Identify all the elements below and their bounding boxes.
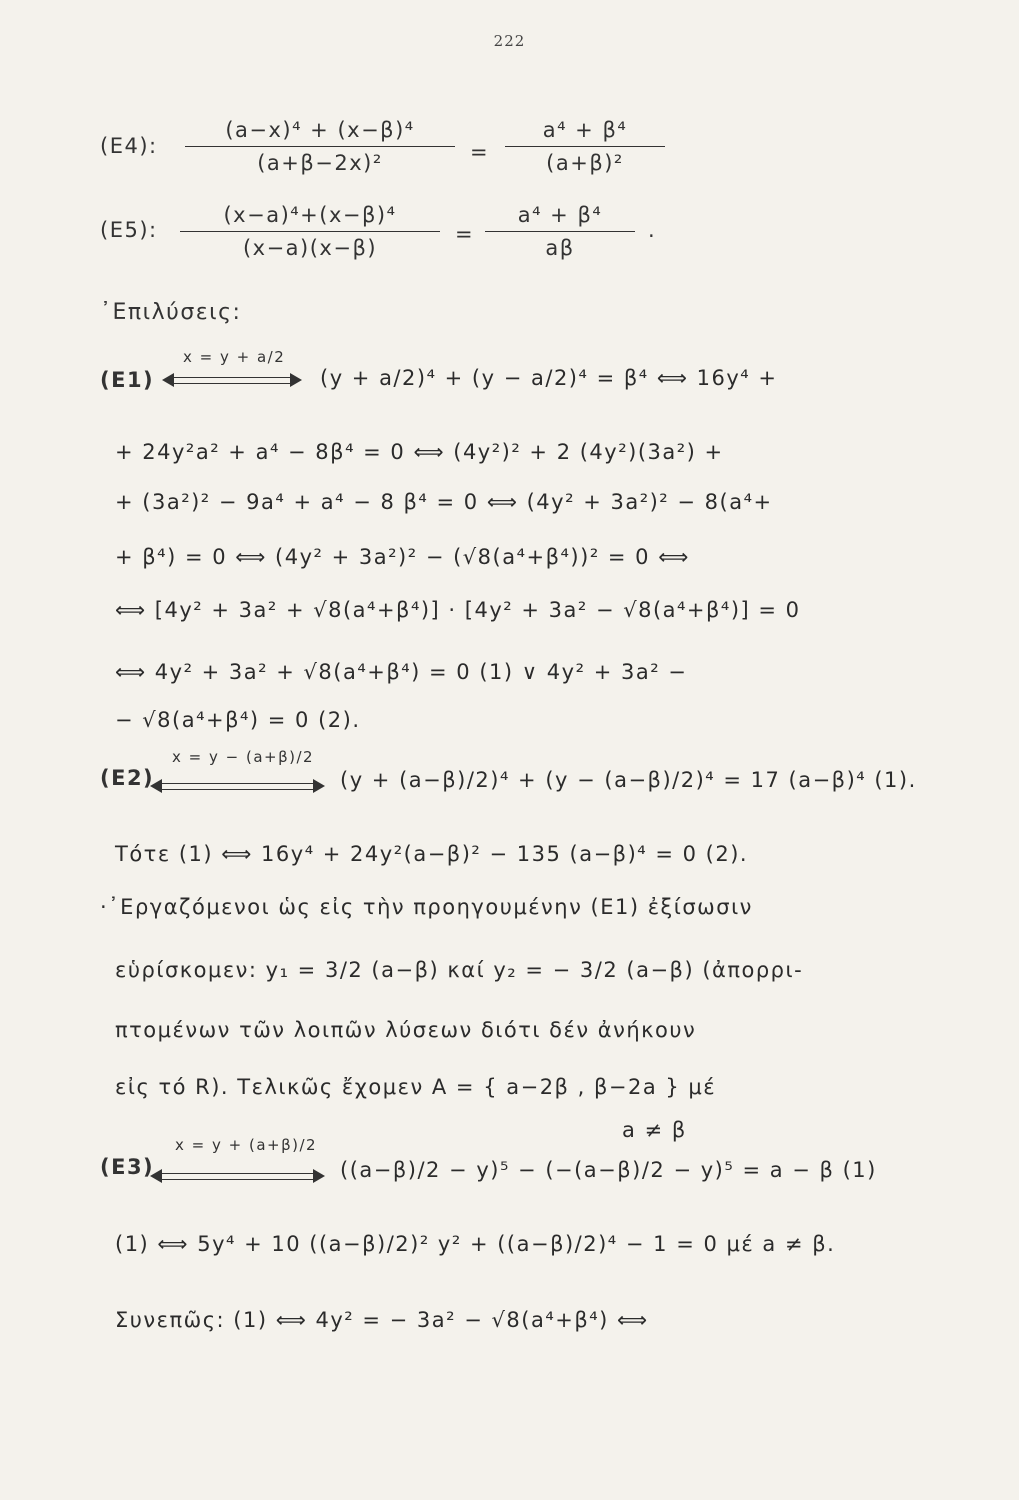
e3-label: (E3): [100, 1155, 155, 1179]
e2-line-2: Τότε (1) ⟺ 16y⁴ + 24y²(a−β)² − 135 (a−β)⁴ = 0 (2).: [115, 842, 749, 866]
e1-line-2: + 24y²a² + a⁴ − 8β⁴ = 0 ⟺ (4y²)² + 2 (4y²)(3a²) +: [115, 440, 724, 464]
e1-label: (E1): [100, 368, 155, 392]
solutions-heading: ᾿Επιλύσεις:: [100, 300, 242, 325]
e2-equivalence-arrow: [150, 780, 325, 794]
e2-line-7: a ≠ β: [622, 1118, 687, 1142]
e5-lhs-fraction: [180, 203, 440, 260]
e4-label: (E4):: [100, 134, 158, 158]
e1-line-3: + (3a²)² − 9a⁴ + a⁴ − 8 β⁴ = 0 ⟺ (4y² + 3a²)² − 8(a⁴+: [115, 490, 773, 514]
e2-line-6: εἰς τό R). Τελικῶς ἔχομεν A = { a−2β , β−2a } μέ: [115, 1075, 717, 1099]
e5-equals: =: [455, 222, 475, 246]
e4-equals: =: [470, 140, 490, 164]
e5-rhs-fraction: [485, 203, 635, 260]
fraction-bar: [180, 231, 440, 232]
e1-substitution: x = y + a/2: [183, 348, 286, 366]
fraction-bar: [505, 146, 665, 147]
e2-line-1: (y + (a−β)/2)⁴ + (y − (a−β)/2)⁴ = 17 (a−β)⁴ (1).: [340, 768, 917, 792]
e4-lhs-denominator: (a+β−2x)²: [257, 151, 383, 175]
e2-line-3: ·᾿Εργαζόμενοι ὡς εἰς τὴν προηγουμένην (E1) ἐξίσωσιν: [100, 895, 753, 919]
e5-lhs-denominator: (x−a)(x−β): [242, 236, 378, 260]
e4-lhs-fraction: [185, 118, 455, 175]
e1-line-1: (y + a/2)⁴ + (y − a/2)⁴ = β⁴ ⟺ 16y⁴ +: [320, 366, 778, 390]
e1-equivalence-arrow: [162, 374, 302, 388]
e5-rhs-denominator: aβ: [545, 236, 575, 260]
e1-line-6: ⟺ 4y² + 3a² + √8(a⁴+β⁴) = 0 (1) ∨ 4y² + 3a² −: [115, 660, 688, 684]
e5-rhs-numerator: a⁴ + β⁴: [517, 203, 603, 227]
page-number: 222: [493, 32, 526, 50]
e3-line-2: (1) ⟺ 5y⁴ + 10 ((a−β)/2)² y² + ((a−β)/2)⁴ − 1 = 0 μέ a ≠ β.: [115, 1232, 836, 1256]
e4-rhs-numerator: a⁴ + β⁴: [542, 118, 628, 142]
e1-line-7: − √8(a⁴+β⁴) = 0 (2).: [115, 708, 361, 732]
e1-line-4: + β⁴) = 0 ⟺ (4y² + 3a²)² − (√8(a⁴+β⁴))² = 0 ⟺: [115, 545, 690, 569]
e4-rhs-denominator: (a+β)²: [546, 151, 624, 175]
e1-line-5: ⟺ [4y² + 3a² + √8(a⁴+β⁴)] · [4y² + 3a² − √8(a⁴+β⁴)] = 0: [115, 598, 801, 622]
e2-label: (E2): [100, 766, 155, 790]
e5-label: (E5):: [100, 218, 158, 242]
fraction-bar: [485, 231, 635, 232]
e5-lhs-numerator: (x−a)⁴+(x−β)⁴: [223, 203, 397, 227]
e2-line-4: εὑρίσκομεν: y₁ = 3/2 (a−β) καί y₂ = − 3/2 (a−β) (ἀπορρι-: [115, 958, 804, 982]
e5-period: .: [648, 218, 657, 242]
e3-equivalence-arrow: [150, 1170, 325, 1184]
e3-line-3: Συνεπῶς: (1) ⟺ 4y² = − 3a² − √8(a⁴+β⁴) ⟺: [115, 1308, 649, 1332]
e2-substitution: x = y − (a+β)/2: [172, 748, 315, 766]
e4-lhs-numerator: (a−x)⁴ + (x−β)⁴: [225, 118, 415, 142]
e4-rhs-fraction: [505, 118, 665, 175]
e2-line-5: πτομένων τῶν λοιπῶν λύσεων διότι δέν ἀνήκουν: [115, 1018, 697, 1042]
e3-substitution: x = y + (a+β)/2: [175, 1136, 318, 1154]
fraction-bar: [185, 146, 455, 147]
e3-line-1: ((a−β)/2 − y)⁵ − (−(a−β)/2 − y)⁵ = a − β (1): [340, 1158, 877, 1182]
